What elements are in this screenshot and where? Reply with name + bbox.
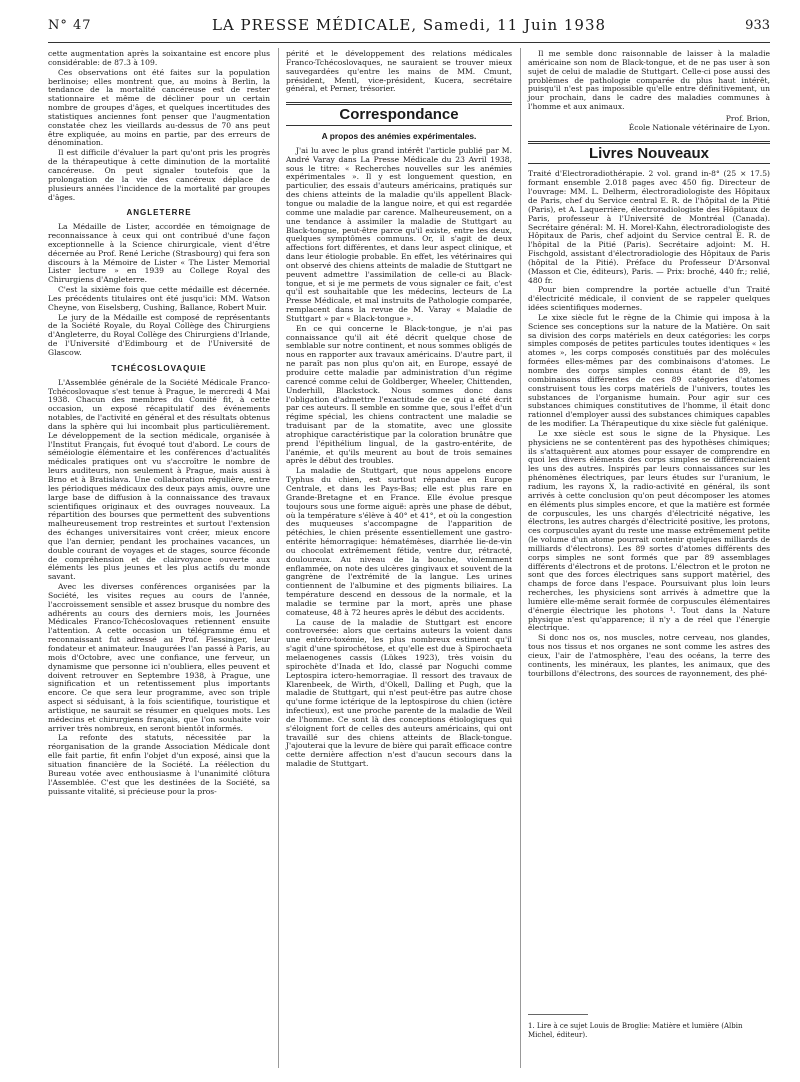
column-divider — [520, 48, 521, 1068]
signature: Prof. Brion, — [725, 113, 770, 123]
correspondance-banner — [286, 102, 512, 126]
paragraph: En ce qui concerne le Black-tongue, je n'ai pas connaissance qu'il ait été décrit quelque chose de semblable sur notre continent, et nous sommes obligés de nous en rapporter aux travaux américains. D'autre part, il ne paraît pas non plus qu'on ait, en Europe, essayé de produire cette maladie par administration d'un régime carencé comme celui de Goldberger, Wheeler, Chittenden, Underhill, Blackstock. Nous sommes donc dans l'obligation d'admettre l'exactitude de ce qui a été écrit par ces auteurs. Il semble en somme que, sous l'effet d'un régime spécial, les chiens contractent une maladie se traduisant par de la stomatite, avec une glossite atrophique caractéristique par la coloration brunâtre que prend l'épithélium lingual, de la gastro-entérite, de l'anémie, et qu'ils meurent au bout de trois semaines après le début des troubles. — [286, 323, 512, 466]
paragraph: périté et le développement des relations médicales Franco-Tchécoslovaques, ne sauraient se trouver mieux sauvegardées qu'entre les mains de MM. Cmunt, président, Mentl, vice-président, Kucera, secrétaire général, et Perner, trésorier. — [286, 49, 512, 94]
paragraph: Le xixe siècle fut le règne de la Chimie qui imposa à la Science ses conceptions sur la nature de la Matière. On sait sa division des corps matériels en deux catégories: les corps simples composés de petites particules toutes identiques « les atomes », les corps composés constitués par des molécules formées elles-mêmes par des combinaisons d'atomes. Le nombre des corps simples connus étant de 89, les combinaisons différentes de ces 89 catégories d'atomes construisent tous les corps matériels de l'univers, toutes les substances de l'organisme humain. Pour agir sur ces substances chimiques constitutives de l'homme, il était donc rationnel d'employer aussi des substances chimiques capables de les modifier. La Thérapeutique du xixe siècle fut galénique. — [528, 312, 770, 429]
paragraph: Pour bien comprendre la portée actuelle d'un Traité d'électricité médicale, il convient de se rappeler quelques idées scientifiques modernes. — [528, 285, 770, 313]
paragraph: L'Assemblée générale de la Société Médicale Franco-Tchécoslovaque s'est tenue à Prague, le mercredi 4 Mai 1938. Chacun des membres du Comité fit, à cette occasion, un exposé récapitulatif des événements notables, de l'activité en général et des résultats obtenus dans la sphère qui lui incombait plus particulièrement. Le développement de la section médicale, organisée à l'Institut Français, fut évoqué tout d'abord. Le cours de séméiologie élémentaire et les conférences d'actualités médicales pratiques ont vu s'accroître le nombre de leurs auditeurs, non seulement à Prague, mais aussi à Brno et à Bratislava. Une collaboration régulière, entre les périodiques médicaux des deux pays amis, ouvre une large base de diffusion à la connaissance des travaux scientifiques originaux et des ouvrages nouveaux. La répartition des bourses que permettent des subventions malheureusement trop restreintes et surtout l'extension des échanges universitaires vont créer, mieux encore que l'an dernier, pendant les prochaines vacances, un double courant de voyages et de stages, source féconde de compréhension et de clairvoyance ouverte aux éléments les plus jeunes et les plus actifs du monde savant. — [48, 377, 270, 582]
livres-banner — [528, 141, 770, 165]
footnote-rule — [528, 1014, 588, 1015]
section-title: Correspondance — [339, 106, 459, 124]
paragraph: cette augmentation après la soixantaine est encore plus considérable: de 87.3 à 109. — [48, 49, 270, 67]
column-2 — [286, 50, 512, 770]
column-3 — [528, 50, 770, 680]
column-divider — [278, 48, 279, 1068]
paragraph: Si donc nos os, nos muscles, notre cerveau, nos glandes, tous nos tissus et nos organes ne sont comme les astres des cieux, l'air de l'atmosphère, l'eau des océans, la terre des continents, les minéraux, les plantes, les animaux, que des tourbillons d'électrons, des sources de rayonnement, des phé- — [528, 633, 770, 678]
paragraph: J'ai lu avec le plus grand intérêt l'article publié par M. André Varay dans La Presse Médicale du 23 Avril 1938, sous le titre: « Recherches nouvelles sur les anémies expérimentales ». Il y est longuement question, en particulier, des essais d'auteurs américains, pratiqués sur des chiens atteints de la maladie qu'ils appellent Black-tongue ou maladie de la langue noire, et qui est regardée comme une maladie par carence. Malheureusement, on a une tendance à assimiler la maladie de Stuttgart au Black-tongue, peut-être parce qu'il existe, entre les deux, quelques symptômes communs. Or, il s'agit de deux affections fort différentes, et dans leur aspect clinique, et dans leur étiologie probable. En effet, les vétérinaires qui ont observé des chiens atteints de maladie de Stuttgart ne peuvent admettre l'assimilation de celle-ci au Black-tongue, et si je me permets de vous signaler ce fait, c'est qu'il est souhaitable que les médecins, lecteurs de La Presse Médicale, et mal instruits de Pathologie comparée, remplacent dans la revue de M. Varay « Maladie de Stuttgart » par « Black-tongue ». — [286, 145, 512, 323]
paragraph: La maladie de Stuttgart, que nous appelons encore Typhus du chien, est surtout répandue en Europe Centrale, et dans les Pays-Bas; elle est plus rare en Grande-Bretagne et en France. Elle évolue presque toujours sous une forme aiguë: après une phase de début, où la température s'élève à 40° et 41°, et où la congestion des muqueuses s'accompagne de l'apparition de pétéchies, le chien présente essentiellement une gastro-entérite hémorragique: hématémèses, diarrhée lie-de-vin ou chocolat extrêmement fétide, ventre dur, rétracté, douloureux. Au niveau de la bouche, violemment enflammée, on note des ulcères gingivaux et souvent de la gangrène de l'extrémité de la langue. Les urines contiennent de l'albumine et des pigments biliaires. La température descend en dessous de la normale, et la maladie se termine par la mort, après une phase comateuse, 48 à 72 heures après le début des accidents. — [286, 466, 512, 617]
paragraph: Avec les diverses conférences organisées par la Société, les visites reçues au cours de l'année, l'accroissement sensible et assez brusque du nombre des adhérents au cours des derniers mois, les Journées Médicales Franco-Tchécoslovaques retiennent ensuite l'attention. A cette occasion un télégramme ému et reconnaissant fut adressé au Prof. Fiessinger, leur fondateur et animateur. Inaugurées l'an passé à Paris, au mois d'Octobre, avec une confiance, une ferveur, un dynamisme que personne ici n'oubliera, elles peuvent et doivent retrouver en Septembre 1938, à Prague, une signification et un retentissement plus importants encore. Ce que sera leur programme, avec son triple aspect si séduisant, à la fois scientifique, touristique et artistique, ne saurait se résumer en quelques mots. Les médecins et chirurgiens français, que l'on souhaite voir arriver très nombreux, en seront bientôt informés. — [48, 582, 270, 733]
paragraph: La cause de la maladie de Stuttgart est encore controversée: alors que certains auteurs la voient dans une entéro-toxémie, les plus nombreux estiment qu'il s'agit d'une spirochétose, et qu'elle est due à Spirochaeta melaenogenes cassis (Lükes 1923), très voisin du spirochète d'Inada et Ido, classé par Noguchi comme Leptospira ictero-hemorragiae. Il ressort des travaux de Klarenbeek, de Wirth, d'Okell, Dalling et Pugh, que la maladie de Stuttgart, qui n'est peut-être pas autre chose qu'une forme ictérique de la leptospirose du chien (ictère infectieux), est une proche parente de la maladie de Weil de l'homme. Ce sont là des conceptions étiologiques qui s'éloignent fort de celles des auteurs américains, qui ont travaillé sur des chiens atteints de Black-tongue. J'ajouterai que la levure de bière qui paraît efficace contre cette dernière affection n'est d'aucun secours dans la maladie de Stuttgart. — [286, 617, 512, 769]
paragraph: La Médaille de Lister, accordée en témoignage de reconnaissance à ceux qui ont contribué d'une façon exceptionnelle à la Science chirurgicale, vient d'être décernée au Prof. René Leriche (Strasbourg) qui fera son discours à la Mémoire de Lister « The Lister Memorial Lister lecture » en 1939 au College Royal des Chirurgiens d'Angleterre. — [48, 222, 270, 285]
column-1 — [48, 50, 270, 797]
paragraph: Il me semble donc raisonnable de laisser à la maladie américaine son nom de Black-tongue, et de ne pas user à son sujet de celui de maladie de Stuttgart. Celle-ci pose aussi des problèmes de pathologie comparée du plus haut intérêt, puisqu'il n'est pas impossible qu'elle entre définitivement, un jour prochain, dans le cadre des maladies communes à l'homme et aux animaux. — [528, 49, 770, 112]
section-heading: ANGLETERRE — [126, 208, 192, 218]
paragraph: Le jury de la Médaille est composé de représentants de la Société Royale, du Royal Collège des Chirurgiens d'Angleterre, du Royal Collège des Chirurgiens d'Irlande, de l'Université d'Edimbourg et de l'Université de Glascow. — [48, 312, 270, 357]
book-entry: Traité d'Electroradiothérapie. 2 vol. grand in-8° (25 × 17.5) formant ensemble 2.018 pages avec 450 fig. Directeur de l'ouvrage: MM. L. Delherm, électroradiologiste des Hôpitaux de Paris, chef du Service central E. R. de l'hôpital de la Pitié (Paris), et A. Laquerrière, électroradiologiste des Hôpitaux de Paris, professeur à l'Université de Montréal (Canada). Secrétaire général: M. H. Morel-Kahn, électroradiologiste des Hôpitaux de Paris, chef adjoint du Service central E. R. de l'hôpital de la Pitié (Paris). Secrétaire adjoint: M. H. Fischgold, assistant d'électroradiologie des Hôpitaux de Paris (hôpital de la Pitié). Préface du Professeur D'Arsonval (Masson et Cie, éditeurs), Paris. — Prix: broché, 440 fr.; relié, 480 fr. — [528, 169, 770, 285]
article-title: A propos des anémies expérimentales. — [321, 131, 477, 142]
header-rule — [48, 42, 770, 43]
page-number: 933 — [745, 18, 770, 33]
issue-number: N° 47 — [48, 18, 92, 33]
page-header — [48, 16, 770, 38]
newspaper-title: LA PRESSE MÉDICALE, Samedi, 11 Juin 1938 — [211, 16, 607, 34]
paragraph: C'est la sixième fois que cette médaille est décernée. Les précédents titulaires ont été jusqu'ici: MM. Watson Cheyne, von Eiselsberg, Cushing, Ballance, Robert Muir. — [48, 285, 270, 312]
section-heading: TCHÉCOSLOVAQUIE — [111, 363, 207, 373]
signature-affiliation: École Nationale vétérinaire de Lyon. — [628, 122, 770, 132]
section-title: Livres Nouveaux — [588, 144, 710, 162]
paragraph: La refonte des statuts, nécessitée par la réorganisation de la grande Association Médicale dont elle fait partie, fit enfin l'objet d'un exposé, ainsi que la situation financière de la Société. La réélection du Bureau votée avec enthousiasme à l'unanimité clôtura l'Assemblée. C'est que les destinées de la Société, sa puissante vitalité, si précieuse pour la pros- — [48, 733, 270, 796]
paragraph: Il est difficile d'évaluer la part qu'ont pris les progrès de la thérapeutique à cette diminution de la mortalité cancéreuse. On peut signaler toutefois que la prolongation de la vie des cancéreux déplace de plusieurs années l'incidence de la mortalité par groupes d'âges. — [48, 148, 270, 202]
paragraph: Ces observations ont été faites sur la population berlinoise; elles montrent que, au moins à Berlin, la tendance de la mortalité cancéreuse est de rester stationnaire et même de décliner pour un certain nombre de groupes d'âges, et quelques incertitudes des statistiques anciennes font penser que l'augmentation constatée chez les vieillards au-dessus de 70 ans peut être expliquée, au moins en partie, par des erreurs de dénomination. — [48, 67, 270, 148]
footnote: 1. Lire à ce sujet Louis de Broglie: Matière et lumière (Albin Michel, éditeur). — [528, 1022, 743, 1039]
paragraph: Le xxe siècle est sous le signe de la Physique. Les physiciens ne se contentèrent pas des hypothèses chimiques; ils s'attaquèrent aux atomes pour essayer de comprendre en quoi les divers éléments des corps simples se différenciaient les uns des autres. Inspirés par leurs connaissances sur les phénomènes électriques, par leurs études sur l'uranium, le radium, les rayons X, la radio-activité en général, ils sont arrivés à cette conclusion qu'on peut décomposer les atomes en éléments plus simples encore, et que la matière est formée de corpuscules, les uns chargés d'électricité négative, les électrons, les autres chargés d'électricité positive, les protons, ces corpuscules ayant du reste une masse extrêmement petite (le volume d'un atome pourrait contenir quelques milliards de milliards d'électrons). Les 89 sortes d'atomes différents des corps simples ne sont formés que par 89 assemblages différents d'électrons et de protons. L'électron et le proton ne sont que des forces électriques sans support matériel, des champs de force dans l'espace. Poursuivant plus loin leurs recherches, les physiciens sont arrivés à admettre que la lumière elle-même serait formée de corpuscules élémentaires d'énergie électrique les photons ¹. Tout dans la Nature physique n'est qu'apparence; il n'y a de réel que l'énergie électrique. — [528, 428, 770, 633]
